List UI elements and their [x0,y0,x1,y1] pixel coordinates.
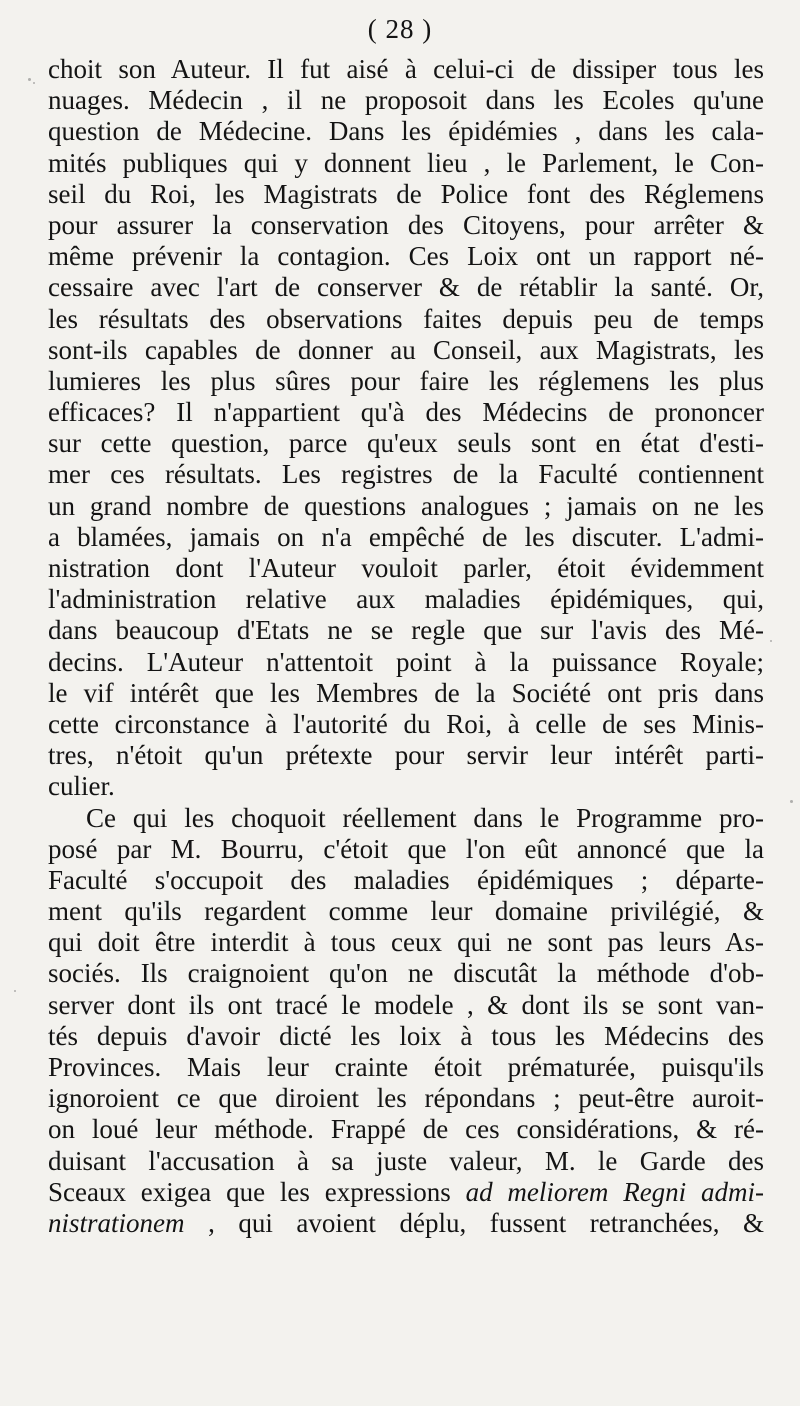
text-line: le vif intérêt que les Membres de la Société ont pris dans [48,677,764,708]
text-line: cessaire avec l'art de conserver & de rétablir la santé. Or, [48,272,764,303]
text-line: nistration dont l'Auteur vouloit parler, étoit évidemment [48,553,764,583]
text-line: ignoroient ce que diroient les répondans ; peut-être auroit- [48,1083,764,1114]
text-line: sur cette question, parce qu'eux seuls sont en état d'esti- [48,428,764,459]
text-line: posé par M. Bourru, c'étoit que l'on eût annoncé que la [48,833,764,864]
italic-phrase: ad meliorem Regni admi- [465,1176,765,1207]
ink-speck [33,82,35,84]
text-line: tés depuis d'avoir dicté les loix à tous les Médecins des [48,1020,764,1051]
text-line: Provinces. Mais leur crainte étoit prématurée, puisqu'ils [48,1052,764,1082]
text-line: a blamées, jamais on n'a empêché de les discuter. L'admi- [48,521,764,552]
text-line: efficaces? Il n'appartient qu'à des Médecins de prononcer [48,397,764,428]
text-line: duisant l'accusation à sa juste valeur, M. le Garde des [48,1145,764,1176]
text-line: tres, n'étoit qu'un prétexte pour servir leur intérêt parti- [48,740,764,771]
text-line: cette circonstance à l'autorité du Roi, à celle de ses Minis- [48,708,764,739]
text-line: les résultats des observations faites depuis peu de temps [48,303,764,334]
text-line: mer ces résultats. Les registres de la Faculté contiennent [48,459,764,490]
text-line: sociés. Ils craignoient qu'on ne discutât la méthode d'ob- [48,958,764,989]
text-line: question de Médecine. Dans les épidémies , dans les cala- [48,116,764,147]
text-line: lumieres les plus sûres pour faire les réglemens les plus [48,365,764,396]
text-line: nuages. Médecin , il ne proposoit dans les Ecoles qu'une [48,85,764,116]
text-line: même prévenir la contagion. Ces Loix ont un rapport né- [48,241,764,272]
italic-phrase: nistrationem [48,1207,185,1238]
paragraph-1 [48,54,764,803]
body-text [48,54,764,1239]
text-line: server dont ils ont tracé le modele , & dont ils se sont van- [48,989,764,1020]
ink-speck [14,990,16,992]
text-line: l'administration relative aux maladies épidémiques, qui, [48,584,764,615]
text-line: choit son Auteur. Il fut aisé à celui-ci de dissiper tous les [48,54,764,84]
text-line: Faculté s'occupoit des maladies épidémiques ; départe- [48,864,764,895]
text-line: Ce qui les choquoit réellement dans le Programme pro- [86,802,764,833]
text-line-mixed [48,1177,764,1208]
text-segment: Sceaux exigea que les expressions [48,1176,451,1207]
text-line: dans beaucoup d'Etats ne se regle que sur l'avis des Mé- [48,615,764,646]
text-segment: , qui avoient déplu, fussent retranchées, & [208,1207,764,1238]
text-line: culier. [48,771,115,802]
text-line: un grand nombre de questions analogues ; jamais on ne les [48,490,764,521]
text-line: sont-ils capables de donner au Conseil, aux Magistrats, les [48,334,764,365]
paragraph-2 [48,803,764,1240]
text-line: mités publiques qui y donnent lieu , le Parlement, le Con- [48,147,764,178]
text-line: on loué leur méthode. Frappé de ces considérations, & ré- [48,1114,764,1145]
text-line: ment qu'ils regardent comme leur domaine privilégié, & [48,896,764,927]
text-line: qui doit être interdit à tous ceux qui ne sont pas leurs As- [48,927,764,958]
ink-speck [790,800,793,803]
ink-speck [770,640,772,642]
text-line: decins. L'Auteur n'attentoit point à la puissance Royale; [48,646,764,677]
text-line: pour assurer la conservation des Citoyens, pour arrêter & [48,209,764,240]
page-number: ( 28 ) [367,14,433,44]
ink-speck [28,78,31,81]
text-line: seil du Roi, les Magistrats de Police font des Réglemens [48,178,764,209]
text-line-mixed [48,1208,764,1239]
